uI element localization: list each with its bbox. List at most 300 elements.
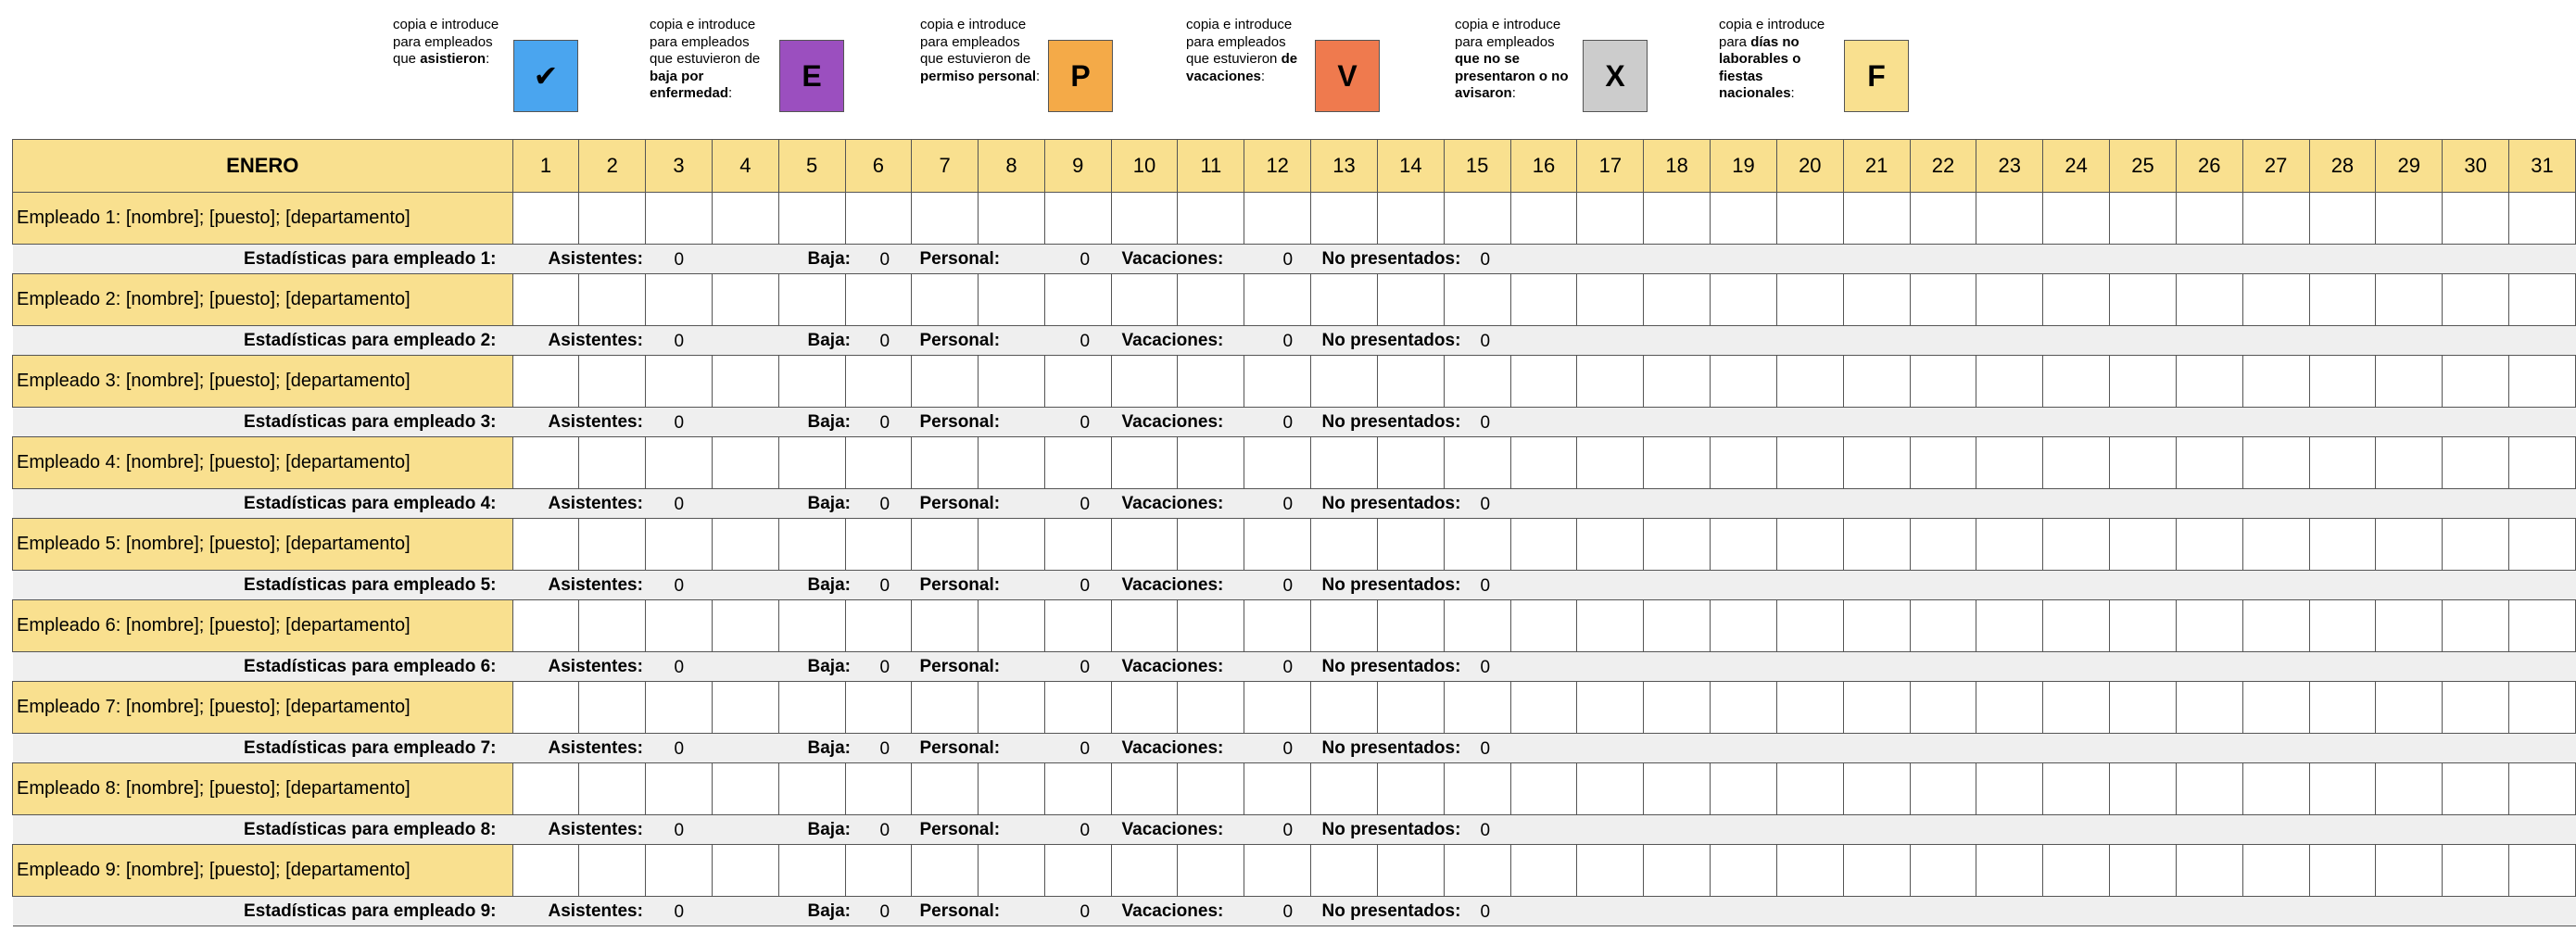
attendance-cell[interactable] <box>2443 437 2509 489</box>
attendance-cell[interactable] <box>1311 845 1378 897</box>
attendance-cell[interactable] <box>2043 356 2110 408</box>
attendance-cell[interactable] <box>979 845 1045 897</box>
attendance-cell[interactable] <box>2309 519 2376 571</box>
attendance-cell[interactable] <box>579 193 646 245</box>
attendance-cell[interactable] <box>1976 437 2043 489</box>
stat-value-vacaciones[interactable]: 0 <box>1282 738 1294 759</box>
attendance-cell[interactable] <box>1510 519 1577 571</box>
attendance-cell[interactable] <box>1311 600 1378 652</box>
attendance-cell[interactable] <box>979 356 1045 408</box>
day-header-30[interactable]: 30 <box>2443 140 2509 193</box>
attendance-cell[interactable] <box>912 682 979 734</box>
attendance-cell[interactable] <box>1244 763 1311 815</box>
attendance-cell[interactable] <box>1776 437 1843 489</box>
stat-value-asistentes[interactable]: 0 <box>674 820 685 840</box>
attendance-cell[interactable] <box>1711 519 1777 571</box>
attendance-cell[interactable] <box>1510 356 1577 408</box>
stat-value-personal[interactable]: 0 <box>1080 820 1091 840</box>
day-header-24[interactable]: 24 <box>2043 140 2110 193</box>
attendance-cell[interactable] <box>512 845 579 897</box>
attendance-cell[interactable] <box>2376 519 2443 571</box>
attendance-cell[interactable] <box>512 682 579 734</box>
attendance-cell[interactable] <box>512 193 579 245</box>
attendance-cell[interactable] <box>1178 845 1244 897</box>
stat-value-vacaciones[interactable]: 0 <box>1282 412 1294 433</box>
attendance-cell[interactable] <box>1044 356 1111 408</box>
attendance-cell[interactable] <box>979 763 1045 815</box>
attendance-cell[interactable] <box>2242 845 2309 897</box>
attendance-cell[interactable] <box>1577 274 1644 326</box>
employee-name-cell[interactable]: Empleado 1: [nombre]; [puesto]; [departamento] <box>13 193 513 245</box>
employee-name-cell[interactable]: Empleado 2: [nombre]; [puesto]; [departamento] <box>13 274 513 326</box>
attendance-cell[interactable] <box>1111 763 1178 815</box>
attendance-cell[interactable] <box>845 682 912 734</box>
attendance-cell[interactable] <box>2242 600 2309 652</box>
attendance-cell[interactable] <box>2242 356 2309 408</box>
employee-name-cell[interactable]: Empleado 4: [nombre]; [puesto]; [departamento] <box>13 437 513 489</box>
attendance-cell[interactable] <box>1577 437 1644 489</box>
attendance-cell[interactable] <box>2376 845 2443 897</box>
attendance-cell[interactable] <box>912 274 979 326</box>
attendance-cell[interactable] <box>1244 274 1311 326</box>
attendance-cell[interactable] <box>2443 600 2509 652</box>
attendance-cell[interactable] <box>2309 845 2376 897</box>
attendance-cell[interactable] <box>1510 193 1577 245</box>
attendance-cell[interactable] <box>2242 682 2309 734</box>
attendance-cell[interactable] <box>579 437 646 489</box>
day-header-18[interactable]: 18 <box>1644 140 1711 193</box>
attendance-cell[interactable] <box>1244 682 1311 734</box>
stat-value-baja[interactable]: 0 <box>879 820 890 840</box>
attendance-cell[interactable] <box>2376 682 2443 734</box>
attendance-cell[interactable] <box>1776 356 1843 408</box>
attendance-cell[interactable] <box>1178 763 1244 815</box>
legend-symbol-asistio[interactable]: ✔ <box>513 40 578 112</box>
attendance-cell[interactable] <box>2309 682 2376 734</box>
attendance-cell[interactable] <box>646 274 713 326</box>
attendance-cell[interactable] <box>1377 845 1444 897</box>
stat-value-vacaciones[interactable]: 0 <box>1282 249 1294 270</box>
attendance-cell[interactable] <box>1311 519 1378 571</box>
attendance-cell[interactable] <box>2376 600 2443 652</box>
attendance-cell[interactable] <box>778 193 845 245</box>
attendance-cell[interactable] <box>1510 274 1577 326</box>
stat-value-vacaciones[interactable]: 0 <box>1282 331 1294 351</box>
employee-name-cell[interactable]: Empleado 9: [nombre]; [puesto]; [departamento] <box>13 845 513 897</box>
day-header-1[interactable]: 1 <box>512 140 579 193</box>
attendance-cell[interactable] <box>2309 193 2376 245</box>
attendance-cell[interactable] <box>1577 356 1644 408</box>
legend-symbol-no-presentado[interactable]: X <box>1583 40 1648 112</box>
stat-value-no-presentados[interactable]: 0 <box>1480 738 1491 759</box>
attendance-cell[interactable] <box>1178 356 1244 408</box>
attendance-cell[interactable] <box>1377 356 1444 408</box>
attendance-cell[interactable] <box>1644 682 1711 734</box>
attendance-cell[interactable] <box>2176 274 2242 326</box>
attendance-cell[interactable] <box>1244 519 1311 571</box>
attendance-cell[interactable] <box>1444 682 1510 734</box>
attendance-cell[interactable] <box>2509 845 2576 897</box>
attendance-cell[interactable] <box>1444 356 1510 408</box>
day-header-31[interactable]: 31 <box>2509 140 2576 193</box>
stat-value-asistentes[interactable]: 0 <box>674 575 685 596</box>
attendance-cell[interactable] <box>1444 600 1510 652</box>
attendance-cell[interactable] <box>1711 437 1777 489</box>
attendance-cell[interactable] <box>1910 193 1976 245</box>
attendance-cell[interactable] <box>646 437 713 489</box>
day-header-7[interactable]: 7 <box>912 140 979 193</box>
attendance-cell[interactable] <box>1910 763 1976 815</box>
attendance-cell[interactable] <box>2443 845 2509 897</box>
attendance-cell[interactable] <box>1311 193 1378 245</box>
attendance-cell[interactable] <box>2509 193 2576 245</box>
attendance-cell[interactable] <box>646 682 713 734</box>
attendance-cell[interactable] <box>845 519 912 571</box>
stat-value-personal[interactable]: 0 <box>1080 494 1091 514</box>
attendance-cell[interactable] <box>646 356 713 408</box>
attendance-cell[interactable] <box>979 519 1045 571</box>
attendance-cell[interactable] <box>712 845 778 897</box>
attendance-cell[interactable] <box>979 600 1045 652</box>
attendance-cell[interactable] <box>2110 763 2177 815</box>
attendance-cell[interactable] <box>712 437 778 489</box>
stat-value-asistentes[interactable]: 0 <box>674 657 685 677</box>
attendance-cell[interactable] <box>2110 845 2177 897</box>
attendance-cell[interactable] <box>1111 682 1178 734</box>
attendance-cell[interactable] <box>1178 437 1244 489</box>
attendance-cell[interactable] <box>512 763 579 815</box>
attendance-cell[interactable] <box>2043 519 2110 571</box>
stat-value-vacaciones[interactable]: 0 <box>1282 820 1294 840</box>
attendance-cell[interactable] <box>1644 763 1711 815</box>
attendance-cell[interactable] <box>1044 682 1111 734</box>
attendance-cell[interactable] <box>1244 193 1311 245</box>
attendance-cell[interactable] <box>1910 600 1976 652</box>
attendance-cell[interactable] <box>2509 682 2576 734</box>
attendance-cell[interactable] <box>845 845 912 897</box>
day-header-4[interactable]: 4 <box>712 140 778 193</box>
attendance-cell[interactable] <box>2509 274 2576 326</box>
attendance-cell[interactable] <box>912 437 979 489</box>
day-header-16[interactable]: 16 <box>1510 140 1577 193</box>
stat-value-no-presentados[interactable]: 0 <box>1480 901 1491 922</box>
attendance-cell[interactable] <box>1910 519 1976 571</box>
attendance-cell[interactable] <box>646 519 713 571</box>
attendance-cell[interactable] <box>579 600 646 652</box>
attendance-cell[interactable] <box>1577 193 1644 245</box>
attendance-cell[interactable] <box>2043 845 2110 897</box>
attendance-cell[interactable] <box>1644 600 1711 652</box>
attendance-cell[interactable] <box>2509 763 2576 815</box>
attendance-cell[interactable] <box>778 274 845 326</box>
attendance-cell[interactable] <box>1976 682 2043 734</box>
attendance-cell[interactable] <box>979 682 1045 734</box>
attendance-cell[interactable] <box>1843 845 1910 897</box>
attendance-cell[interactable] <box>2443 356 2509 408</box>
month-title[interactable]: ENERO <box>13 140 513 193</box>
stat-value-no-presentados[interactable]: 0 <box>1480 331 1491 351</box>
attendance-cell[interactable] <box>912 356 979 408</box>
attendance-cell[interactable] <box>1776 682 1843 734</box>
attendance-cell[interactable] <box>778 682 845 734</box>
attendance-cell[interactable] <box>2043 682 2110 734</box>
attendance-cell[interactable] <box>1311 274 1378 326</box>
attendance-cell[interactable] <box>1178 682 1244 734</box>
attendance-cell[interactable] <box>1976 845 2043 897</box>
attendance-cell[interactable] <box>1910 437 1976 489</box>
attendance-cell[interactable] <box>646 763 713 815</box>
attendance-cell[interactable] <box>512 356 579 408</box>
stat-value-baja[interactable]: 0 <box>879 575 890 596</box>
attendance-cell[interactable] <box>1711 274 1777 326</box>
day-header-19[interactable]: 19 <box>1711 140 1777 193</box>
attendance-cell[interactable] <box>2110 437 2177 489</box>
attendance-cell[interactable] <box>1976 763 2043 815</box>
attendance-cell[interactable] <box>1644 356 1711 408</box>
day-header-15[interactable]: 15 <box>1444 140 1510 193</box>
attendance-cell[interactable] <box>1910 356 1976 408</box>
day-header-22[interactable]: 22 <box>1910 140 1976 193</box>
attendance-cell[interactable] <box>579 356 646 408</box>
attendance-cell[interactable] <box>1111 600 1178 652</box>
attendance-cell[interactable] <box>1910 682 1976 734</box>
stat-value-asistentes[interactable]: 0 <box>674 901 685 922</box>
attendance-cell[interactable] <box>646 600 713 652</box>
legend-symbol-baja[interactable]: E <box>779 40 844 112</box>
attendance-cell[interactable] <box>845 763 912 815</box>
attendance-cell[interactable] <box>2242 437 2309 489</box>
day-header-23[interactable]: 23 <box>1976 140 2043 193</box>
attendance-cell[interactable] <box>1644 845 1711 897</box>
stat-value-no-presentados[interactable]: 0 <box>1480 494 1491 514</box>
attendance-cell[interactable] <box>1976 356 2043 408</box>
attendance-cell[interactable] <box>1976 193 2043 245</box>
stat-value-asistentes[interactable]: 0 <box>674 494 685 514</box>
attendance-cell[interactable] <box>1111 519 1178 571</box>
attendance-cell[interactable] <box>2176 763 2242 815</box>
day-header-29[interactable]: 29 <box>2376 140 2443 193</box>
stat-value-baja[interactable]: 0 <box>879 738 890 759</box>
attendance-cell[interactable] <box>2376 274 2443 326</box>
attendance-cell[interactable] <box>2376 356 2443 408</box>
day-header-6[interactable]: 6 <box>845 140 912 193</box>
attendance-cell[interactable] <box>712 193 778 245</box>
attendance-cell[interactable] <box>1976 600 2043 652</box>
attendance-cell[interactable] <box>1776 193 1843 245</box>
stat-value-personal[interactable]: 0 <box>1080 331 1091 351</box>
attendance-cell[interactable] <box>845 193 912 245</box>
attendance-cell[interactable] <box>2176 356 2242 408</box>
attendance-cell[interactable] <box>1776 600 1843 652</box>
attendance-cell[interactable] <box>778 356 845 408</box>
attendance-cell[interactable] <box>1843 274 1910 326</box>
stat-value-no-presentados[interactable]: 0 <box>1480 820 1491 840</box>
attendance-cell[interactable] <box>2110 600 2177 652</box>
attendance-cell[interactable] <box>2509 600 2576 652</box>
attendance-cell[interactable] <box>2110 356 2177 408</box>
attendance-cell[interactable] <box>2242 193 2309 245</box>
attendance-cell[interactable] <box>912 600 979 652</box>
attendance-cell[interactable] <box>579 763 646 815</box>
attendance-cell[interactable] <box>1311 682 1378 734</box>
stat-value-personal[interactable]: 0 <box>1080 249 1091 270</box>
attendance-cell[interactable] <box>979 437 1045 489</box>
attendance-cell[interactable] <box>1377 600 1444 652</box>
attendance-cell[interactable] <box>912 519 979 571</box>
attendance-cell[interactable] <box>1244 845 1311 897</box>
stat-value-asistentes[interactable]: 0 <box>674 249 685 270</box>
attendance-cell[interactable] <box>1577 600 1644 652</box>
attendance-cell[interactable] <box>1843 682 1910 734</box>
attendance-cell[interactable] <box>2509 519 2576 571</box>
employee-name-cell[interactable]: Empleado 7: [nombre]; [puesto]; [departamento] <box>13 682 513 734</box>
attendance-cell[interactable] <box>579 682 646 734</box>
stat-value-no-presentados[interactable]: 0 <box>1480 412 1491 433</box>
attendance-cell[interactable] <box>1644 519 1711 571</box>
attendance-cell[interactable] <box>1178 600 1244 652</box>
attendance-cell[interactable] <box>1577 763 1644 815</box>
attendance-cell[interactable] <box>778 763 845 815</box>
attendance-cell[interactable] <box>2176 845 2242 897</box>
day-header-13[interactable]: 13 <box>1311 140 1378 193</box>
attendance-cell[interactable] <box>1644 437 1711 489</box>
stat-value-baja[interactable]: 0 <box>879 249 890 270</box>
employee-name-cell[interactable]: Empleado 8: [nombre]; [puesto]; [departamento] <box>13 763 513 815</box>
attendance-cell[interactable] <box>912 763 979 815</box>
attendance-cell[interactable] <box>1510 845 1577 897</box>
attendance-cell[interactable] <box>1311 437 1378 489</box>
attendance-cell[interactable] <box>1178 274 1244 326</box>
employee-name-cell[interactable]: Empleado 5: [nombre]; [puesto]; [departamento] <box>13 519 513 571</box>
attendance-cell[interactable] <box>1111 356 1178 408</box>
day-header-28[interactable]: 28 <box>2309 140 2376 193</box>
attendance-cell[interactable] <box>712 682 778 734</box>
employee-name-cell[interactable]: Empleado 6: [nombre]; [puesto]; [departamento] <box>13 600 513 652</box>
attendance-cell[interactable] <box>1044 600 1111 652</box>
day-header-20[interactable]: 20 <box>1776 140 1843 193</box>
attendance-cell[interactable] <box>1111 193 1178 245</box>
attendance-cell[interactable] <box>1843 193 1910 245</box>
stat-value-baja[interactable]: 0 <box>879 412 890 433</box>
stat-value-personal[interactable]: 0 <box>1080 412 1091 433</box>
stat-value-vacaciones[interactable]: 0 <box>1282 575 1294 596</box>
day-header-2[interactable]: 2 <box>579 140 646 193</box>
attendance-cell[interactable] <box>1843 519 1910 571</box>
attendance-cell[interactable] <box>712 763 778 815</box>
attendance-cell[interactable] <box>1910 274 1976 326</box>
stat-value-personal[interactable]: 0 <box>1080 901 1091 922</box>
attendance-cell[interactable] <box>1843 356 1910 408</box>
attendance-cell[interactable] <box>979 274 1045 326</box>
attendance-cell[interactable] <box>2110 519 2177 571</box>
attendance-cell[interactable] <box>1044 845 1111 897</box>
attendance-cell[interactable] <box>778 600 845 652</box>
attendance-cell[interactable] <box>1910 845 1976 897</box>
attendance-cell[interactable] <box>1444 193 1510 245</box>
attendance-cell[interactable] <box>1444 763 1510 815</box>
attendance-cell[interactable] <box>1577 845 1644 897</box>
stat-value-personal[interactable]: 0 <box>1080 738 1091 759</box>
attendance-cell[interactable] <box>2509 437 2576 489</box>
attendance-cell[interactable] <box>2176 682 2242 734</box>
attendance-cell[interactable] <box>1843 600 1910 652</box>
legend-symbol-personal[interactable]: P <box>1048 40 1113 112</box>
attendance-cell[interactable] <box>1311 356 1378 408</box>
stat-value-baja[interactable]: 0 <box>879 657 890 677</box>
day-header-12[interactable]: 12 <box>1244 140 1311 193</box>
employee-name-cell[interactable]: Empleado 3: [nombre]; [puesto]; [departamento] <box>13 356 513 408</box>
attendance-cell[interactable] <box>845 356 912 408</box>
attendance-cell[interactable] <box>1377 193 1444 245</box>
attendance-cell[interactable] <box>2242 519 2309 571</box>
attendance-cell[interactable] <box>2443 519 2509 571</box>
stat-value-baja[interactable]: 0 <box>879 901 890 922</box>
attendance-cell[interactable] <box>1244 600 1311 652</box>
attendance-cell[interactable] <box>2376 193 2443 245</box>
attendance-cell[interactable] <box>1776 845 1843 897</box>
stat-value-no-presentados[interactable]: 0 <box>1480 249 1491 270</box>
attendance-cell[interactable] <box>1377 763 1444 815</box>
attendance-cell[interactable] <box>778 437 845 489</box>
attendance-cell[interactable] <box>2309 437 2376 489</box>
attendance-cell[interactable] <box>1044 274 1111 326</box>
attendance-cell[interactable] <box>1510 682 1577 734</box>
attendance-cell[interactable] <box>2376 437 2443 489</box>
attendance-cell[interactable] <box>1111 845 1178 897</box>
attendance-cell[interactable] <box>512 600 579 652</box>
attendance-cell[interactable] <box>2176 519 2242 571</box>
attendance-cell[interactable] <box>2176 600 2242 652</box>
stat-value-personal[interactable]: 0 <box>1080 657 1091 677</box>
attendance-cell[interactable] <box>1311 763 1378 815</box>
day-header-27[interactable]: 27 <box>2242 140 2309 193</box>
attendance-cell[interactable] <box>1711 600 1777 652</box>
attendance-cell[interactable] <box>2110 274 2177 326</box>
stat-value-no-presentados[interactable]: 0 <box>1480 575 1491 596</box>
day-header-25[interactable]: 25 <box>2110 140 2177 193</box>
attendance-cell[interactable] <box>2043 274 2110 326</box>
attendance-cell[interactable] <box>979 193 1045 245</box>
day-header-5[interactable]: 5 <box>778 140 845 193</box>
attendance-cell[interactable] <box>2043 193 2110 245</box>
attendance-cell[interactable] <box>1444 437 1510 489</box>
attendance-cell[interactable] <box>2443 193 2509 245</box>
attendance-cell[interactable] <box>1178 193 1244 245</box>
attendance-cell[interactable] <box>712 356 778 408</box>
attendance-cell[interactable] <box>2509 356 2576 408</box>
attendance-cell[interactable] <box>778 845 845 897</box>
attendance-cell[interactable] <box>1444 274 1510 326</box>
stat-value-asistentes[interactable]: 0 <box>674 412 685 433</box>
attendance-cell[interactable] <box>2309 356 2376 408</box>
attendance-cell[interactable] <box>579 519 646 571</box>
stat-value-vacaciones[interactable]: 0 <box>1282 657 1294 677</box>
stat-value-baja[interactable]: 0 <box>879 494 890 514</box>
attendance-cell[interactable] <box>912 845 979 897</box>
attendance-cell[interactable] <box>1044 437 1111 489</box>
day-header-26[interactable]: 26 <box>2176 140 2242 193</box>
attendance-cell[interactable] <box>2176 193 2242 245</box>
day-header-10[interactable]: 10 <box>1111 140 1178 193</box>
attendance-cell[interactable] <box>1510 763 1577 815</box>
attendance-cell[interactable] <box>1711 763 1777 815</box>
attendance-cell[interactable] <box>2376 763 2443 815</box>
attendance-cell[interactable] <box>512 519 579 571</box>
stat-value-asistentes[interactable]: 0 <box>674 331 685 351</box>
attendance-cell[interactable] <box>1776 274 1843 326</box>
attendance-cell[interactable] <box>1644 274 1711 326</box>
day-header-21[interactable]: 21 <box>1843 140 1910 193</box>
